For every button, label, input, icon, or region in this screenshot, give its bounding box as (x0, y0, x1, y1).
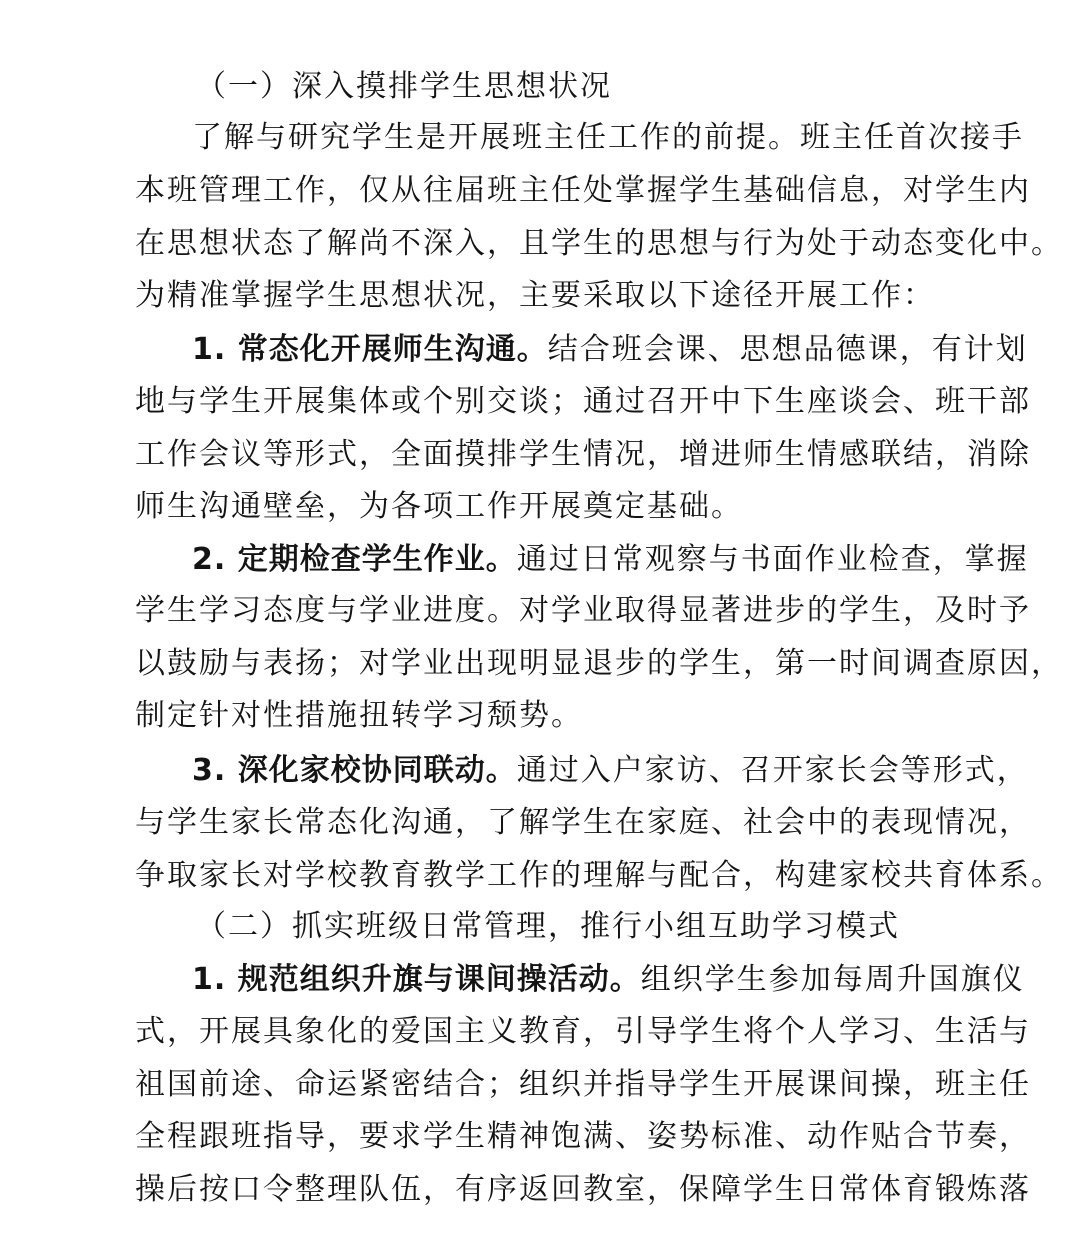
section-heading-1: （一）深入摸排学生思想状况 (196, 69, 612, 104)
list-item-1-first-line (0, 324, 1080, 376)
paragraph-line: 式，开展具象化的爱国主义教育，引导学生将个人学习、生活与 (135, 1014, 1031, 1049)
list-item-4-first-line (0, 954, 1080, 1006)
list-item-4-title: 1. 规范组织升旗与课间操活动。 (192, 962, 641, 997)
paragraph-line: 制定针对性措施扭转学习颓势。 (135, 698, 583, 733)
paragraph-line: 师生沟通壁垒，为各项工作开展奠定基础。 (135, 489, 743, 524)
paragraph-line: 为精准掌握学生思想状况，主要采取以下途径开展工作： (135, 278, 935, 313)
paragraph-line: 以鼓励与表扬；对学业出现明显退步的学生，第一时间调查原因， (135, 646, 1063, 681)
paragraph-line: 与学生家长常态化沟通，了解学生在家庭、社会中的表现情况， (135, 805, 1031, 840)
list-item-3-text: 通过入户家访、召开家长会等形式， (516, 753, 1029, 788)
paragraph-line: 全程跟班指导，要求学生精神饱满、姿势标准、动作贴合节奏， (135, 1119, 1031, 1154)
paragraph-line: 操后按口令整理队伍，有序返回教室，保障学生日常体育锻炼落 (135, 1172, 1031, 1207)
list-item-4-text: 组织学生参加每周升国旗仪 (640, 962, 1025, 997)
paragraph-line: 在思想状态了解尚不深入，且学生的思想与行为处于动态变化中。 (135, 226, 1063, 261)
paragraph-line: 学生学习态度与学业进度。对学业取得显著进步的学生，及时予 (135, 593, 1031, 628)
list-item-1-text: 结合班会课、思想品德课，有计划 (547, 332, 1028, 367)
list-item-2-title: 2. 定期检查学生作业。 (192, 542, 517, 577)
paragraph-line: 祖国前途、命运紧密结合；组织并指导学生开展课间操，班主任 (135, 1067, 1031, 1102)
paragraph-line: 争取家长对学校教育教学工作的理解与配合，构建家校共育体系。 (135, 858, 1063, 893)
paragraph-line: 本班管理工作，仅从往届班主任处掌握学生基础信息，对学生内 (135, 173, 1031, 208)
list-item-1-title: 1. 常态化开展师生沟通。 (192, 332, 548, 367)
paragraph-line: 了解与研究学生是开展班主任工作的前提。班主任首次接手 (192, 120, 1024, 155)
paragraph-line: 工作会议等形式，全面摸排学生情况，增进师生情感联结，消除 (135, 437, 1031, 472)
list-item-2-first-line (0, 534, 1080, 586)
paragraph-line: 地与学生开展集体或个别交谈；通过召开中下生座谈会、班干部 (135, 384, 1031, 419)
list-item-3-first-line (0, 745, 1080, 797)
section-heading-2: （二）抓实班级日常管理，推行小组互助学习模式 (196, 909, 900, 944)
list-item-2-text: 通过日常观察与书面作业检查，掌握 (516, 542, 1029, 577)
list-item-3-title: 3. 深化家校协同联动。 (192, 753, 517, 788)
